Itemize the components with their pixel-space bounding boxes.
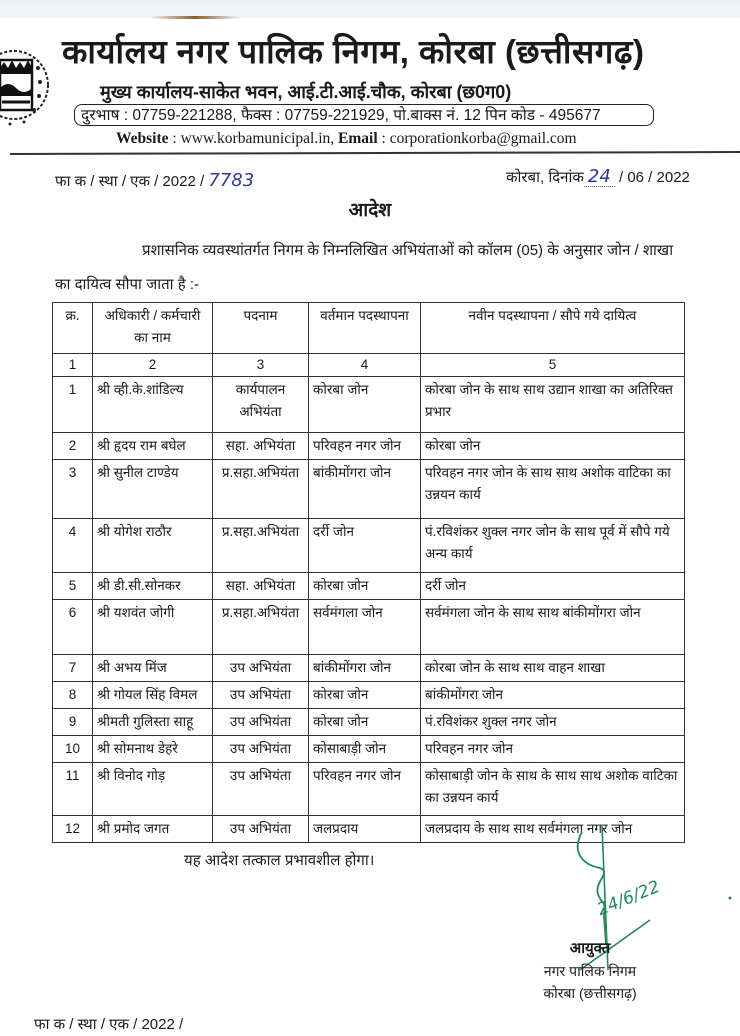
- cut-off-reference: [34, 1014, 183, 1036]
- name-cell: श्री योगेश राठौर: [93, 519, 213, 573]
- designation-cell: उप अभियंता: [213, 655, 309, 682]
- current-posting-cell: कोरबा जोन: [309, 682, 421, 709]
- table-row: [53, 433, 685, 460]
- table-row: [53, 377, 685, 433]
- current-posting-cell: कोसाबाड़ी जोन: [309, 736, 421, 763]
- designation-cell: उप अभियंता: [213, 763, 309, 816]
- current-posting-cell: परिवहन नगर जोन: [309, 763, 421, 816]
- name-cell: श्री हृदय राम बघेल: [93, 433, 213, 460]
- intro-line-2: का दायित्व सौपा जाता है :-: [55, 276, 200, 293]
- table-row: [53, 763, 685, 816]
- municipal-seal-logo: [0, 38, 46, 132]
- designation-cell: उप अभियंता: [213, 709, 309, 736]
- table-row: [53, 519, 685, 573]
- header-serial: क्र.: [53, 303, 93, 354]
- serial-cell: 3: [53, 460, 93, 519]
- current-posting-cell: परिवहन नगर जोन: [309, 433, 421, 460]
- designation-cell: कार्यपालन अभियंता: [213, 377, 309, 433]
- table-row: [53, 460, 685, 519]
- new-posting-cell: कोरबा जोन के साथ साथ वाहन शाखा: [421, 655, 685, 682]
- column-number: 5: [421, 354, 685, 377]
- current-posting-cell: कोरबा जोन: [309, 377, 421, 433]
- designation-cell: सहा. अभियंता: [213, 433, 309, 460]
- cut-off-reference-prefix: फा क / स्था / एक / 2022 /: [34, 1016, 184, 1033]
- column-number: 3: [213, 354, 309, 377]
- serial-cell: 7: [53, 655, 93, 682]
- current-posting-cell: कोरबा जोन: [309, 573, 421, 600]
- new-posting-cell: कोरबा जोन के साथ साथ उद्यान शाखा का अतिरिक्त प्रभार: [421, 377, 685, 433]
- current-posting-cell: कोरबा जोन: [309, 709, 421, 736]
- name-cell: श्री सोमनाथ डेहरे: [93, 736, 213, 763]
- table-row: [53, 600, 685, 655]
- serial-cell: 11: [53, 763, 93, 816]
- serial-cell: 10: [53, 736, 93, 763]
- date-place: कोरबा, दिनांक: [506, 169, 584, 186]
- signature-handwritten-date: 24/6/22: [594, 876, 663, 920]
- new-posting-cell: पं.रविशंकर शुक्ल नगर जोन: [421, 709, 685, 736]
- signatory-org: नगर पालिक निगम: [543, 963, 637, 979]
- current-posting-cell: जलप्रदाय: [309, 816, 421, 843]
- table-row: [53, 655, 685, 682]
- date-handwritten-day: 24: [587, 166, 611, 187]
- serial-cell: 6: [53, 600, 93, 655]
- table-row: [53, 709, 685, 736]
- name-cell: श्री यशवंत जोगी: [93, 600, 213, 655]
- serial-cell: 9: [53, 709, 93, 736]
- office-contact: दुरभाष : 07759-221288, फैक्स : 07759-221929, पो.बाक्स नं. 12 पिन कोड - 495677: [74, 104, 654, 126]
- name-cell: श्री गोयल सिंह विमल: [93, 682, 213, 709]
- new-posting-cell: कोरबा जोन: [421, 433, 685, 460]
- header-new-posting: नवीन पदस्थापना / सौपे गये दायित्व: [421, 303, 685, 354]
- column-number: 2: [93, 354, 213, 377]
- signatory-title: आयुक्त: [569, 940, 611, 957]
- office-address: मुख्य कार्यालय-साकेत भवन, आई.टी.आई.चौक, कोरबा (छ0ग0): [100, 82, 512, 102]
- serial-cell: 8: [53, 682, 93, 709]
- name-cell: श्री प्रमोद जगत: [93, 816, 213, 843]
- scan-edge-mark: [150, 16, 240, 19]
- name-cell: श्री सुनील टाण्डेय: [93, 460, 213, 519]
- serial-cell: 5: [53, 573, 93, 600]
- new-posting-cell: सर्वमंगला जोन के साथ साथ बांकीमोंगरा जोन: [421, 600, 685, 655]
- reference-handwritten-number: 7783: [208, 170, 255, 191]
- name-cell: श्री विनोद गोड़: [93, 763, 213, 816]
- new-posting-cell: कोसाबाड़ी जोन के साथ के साथ साथ अशोक वाटिका का उन्नयन कार्य: [421, 763, 685, 816]
- designation-cell: उप अभियंता: [213, 682, 309, 709]
- column-number: 4: [309, 354, 421, 377]
- date-rest: / 06 / 2022: [618, 169, 690, 186]
- new-posting-cell: बांकीमोंगरा जोन: [421, 682, 685, 709]
- header-divider: [10, 151, 740, 155]
- email-link[interactable]: corporationkorba@gmail.com: [389, 130, 577, 147]
- serial-cell: 4: [53, 519, 93, 573]
- header-current-posting: वर्तमान पदस्थापना: [309, 303, 421, 354]
- current-posting-cell: बांकीमोंगरा जोन: [309, 655, 421, 682]
- column-number: 1: [53, 354, 93, 377]
- current-posting-cell: सर्वमंगला जोन: [309, 600, 421, 655]
- name-cell: श्री डी.सी.सोनकर: [93, 573, 213, 600]
- order-date: [506, 166, 690, 189]
- new-posting-cell: दर्री जोन: [421, 573, 685, 600]
- cut-off-next-line: [34, 1014, 734, 1033]
- current-posting-cell: बांकीमोंगरा जोन: [309, 460, 421, 519]
- new-posting-cell: परिवहन नगर जोन के साथ साथ अशोक वाटिका का उन्नयन कार्य: [421, 460, 685, 519]
- designation-cell: प्र.सहा.अभियंता: [213, 519, 309, 573]
- new-posting-cell: परिवहन नगर जोन: [421, 736, 685, 763]
- effective-immediately-note: यह आदेश तत्काल प्रभावशील होगा।: [184, 852, 375, 869]
- office-web-email: Website : www.korbamunicipal.in, Email : corporationkorba@gmail.com: [116, 130, 577, 147]
- reference-prefix: फा क / स्था / एक / 2022 /: [55, 173, 205, 190]
- table-row: [53, 736, 685, 763]
- designation-cell: सहा. अभियंता: [213, 573, 309, 600]
- serial-cell: 1: [53, 377, 93, 433]
- name-cell: श्रीमती गुलिस्ता साहू: [93, 709, 213, 736]
- serial-cell: 12: [53, 816, 93, 843]
- current-posting-cell: दर्री जोन: [309, 519, 421, 573]
- signatory-place: कोरबा (छत्तीसगढ़): [543, 985, 637, 1001]
- new-posting-cell: जलप्रदाय के साथ साथ सर्वमंगला नगर जोन: [421, 816, 685, 843]
- designation-cell: प्र.सहा.अभियंता: [213, 460, 309, 519]
- transfer-orders-table: [52, 302, 685, 843]
- scan-top-strip: [0, 0, 740, 18]
- website-label: Website: [116, 130, 169, 147]
- intro-line-1: प्रशासनिक व्यवस्थांतर्गत निगम के निम्नलिखित अभियंताओं को कॉलम (05) के अनुसार जोन / शाखा: [142, 242, 674, 259]
- office-title: कार्यालय नगर पालिक निगम, कोरबा (छत्तीसगढ़): [62, 33, 645, 70]
- table-row: [53, 682, 685, 709]
- name-cell: श्री व्ही.के.शांडिल्य: [93, 377, 213, 433]
- designation-cell: प्र.सहा.अभियंता: [213, 600, 309, 655]
- designation-cell: उप अभियंता: [213, 816, 309, 843]
- order-title: आदेश: [348, 200, 392, 221]
- designation-cell: उप अभियंता: [213, 736, 309, 763]
- name-cell: श्री अभय मिंज: [93, 655, 213, 682]
- reference-number: [55, 170, 254, 193]
- signatory-block: [520, 938, 660, 1004]
- table-row: [53, 573, 685, 600]
- table-header-row: [53, 303, 685, 354]
- header-name: अधिकारी / कर्मचारी का नाम: [93, 303, 213, 354]
- new-posting-cell: पं.रविशंकर शुक्ल नगर जोन के साथ पूर्व में सौपे गये अन्य कार्य: [421, 519, 685, 573]
- header-designation: पदनाम: [213, 303, 309, 354]
- website-link[interactable]: www.korbamunicipal.in,: [180, 130, 335, 147]
- column-number-row: [53, 354, 685, 377]
- serial-cell: 2: [53, 433, 93, 460]
- email-label: Email: [338, 130, 378, 147]
